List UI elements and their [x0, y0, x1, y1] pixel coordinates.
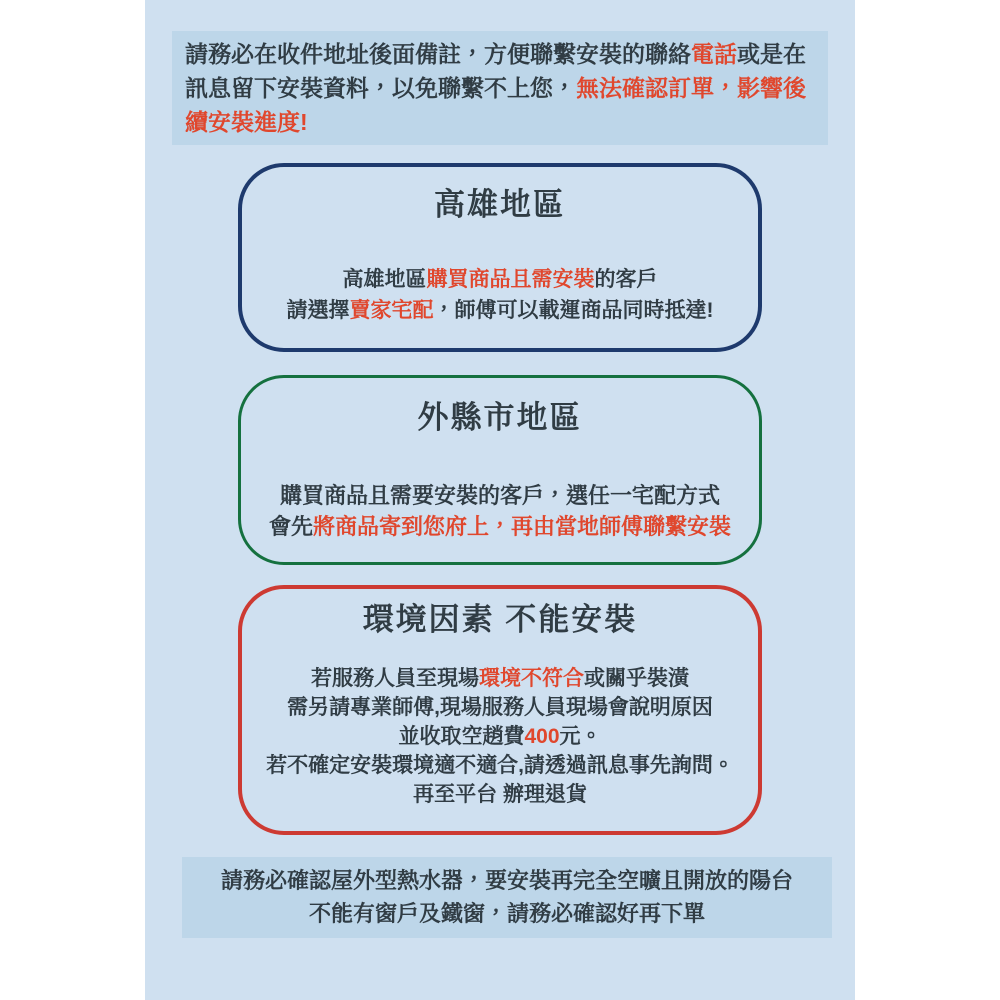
text-line	[185, 37, 815, 71]
text-line	[185, 105, 815, 139]
highlight-text: 無法確認訂單，影響後	[576, 75, 806, 101]
text-segment: 訊息留下安裝資料，以免聯繫不上您，	[185, 75, 576, 101]
highlight-text: 續安裝進度!	[185, 109, 308, 135]
text-line	[242, 295, 758, 326]
text-segment: 或關乎裝潢	[584, 667, 689, 691]
text-segment: 請選擇	[286, 299, 350, 323]
text-segment: 或是在	[737, 41, 806, 67]
text-line	[242, 693, 758, 722]
text-segment: 高雄地區	[342, 268, 427, 292]
box-title-other-counties: 外縣市地區	[417, 400, 583, 435]
text-line	[241, 480, 759, 511]
text-segment: ，師傅可以載運商品同時抵達!	[433, 299, 714, 323]
top-notice	[172, 31, 828, 145]
box-title-environment: 環境因素 不能安裝	[362, 602, 638, 637]
highlight-text: 電話	[691, 41, 737, 67]
bottom-notice	[182, 857, 832, 938]
text-segment: 請務必在收件地址後面備註，方便聯繫安裝的聯絡	[185, 41, 691, 67]
text-segment: 元。	[559, 725, 602, 749]
text-line	[241, 511, 759, 542]
box-body-other-counties	[241, 480, 759, 542]
text-line	[242, 780, 758, 809]
region-box-other-counties	[238, 375, 762, 565]
text-segment: 並收取空趙費	[398, 725, 525, 749]
content-area	[145, 0, 855, 1000]
text-segment: 請務必確認屋外型熱水器，要安裝再完全空曠且開放的陽台	[220, 868, 793, 893]
box-title-kaohsiung: 高雄地區	[434, 187, 566, 222]
text-line	[242, 264, 758, 295]
text-segment: 若服務人員至現場	[311, 667, 479, 691]
highlight-text: 賣家宅配	[349, 299, 434, 323]
highlight-text: 環境不符合	[479, 667, 584, 691]
text-line	[242, 664, 758, 693]
text-segment: 會先	[268, 514, 313, 540]
highlight-text: 400	[524, 725, 560, 749]
text-line	[185, 71, 815, 105]
text-line	[242, 751, 758, 780]
text-segment: 若不確定安裝環境適不適合,請透過訊息事先詢問。	[266, 754, 734, 778]
highlight-text: 將商品寄到您府上，再由當地師傅聯繫安裝	[313, 514, 732, 540]
text-segment: 再至平台 辦理退貨	[413, 783, 587, 807]
text-segment: 的客戶	[594, 268, 658, 292]
box-body-kaohsiung	[242, 264, 758, 326]
text-segment: 不能有窗戶及鐵窗，請務必確認好再下單	[308, 901, 705, 926]
text-segment: 購買商品且需要安裝的客戶，選任一宅配方式	[279, 483, 720, 509]
text-segment: 需另請專業師傅,現場服務人員現場會說明原因	[287, 696, 713, 720]
box-body-environment	[242, 664, 758, 809]
region-box-kaohsiung	[238, 163, 762, 352]
text-line	[182, 897, 832, 930]
text-line	[182, 864, 832, 897]
highlight-text: 購買商品且需安裝	[426, 268, 595, 292]
region-box-environment	[238, 585, 762, 835]
text-line	[242, 722, 758, 751]
